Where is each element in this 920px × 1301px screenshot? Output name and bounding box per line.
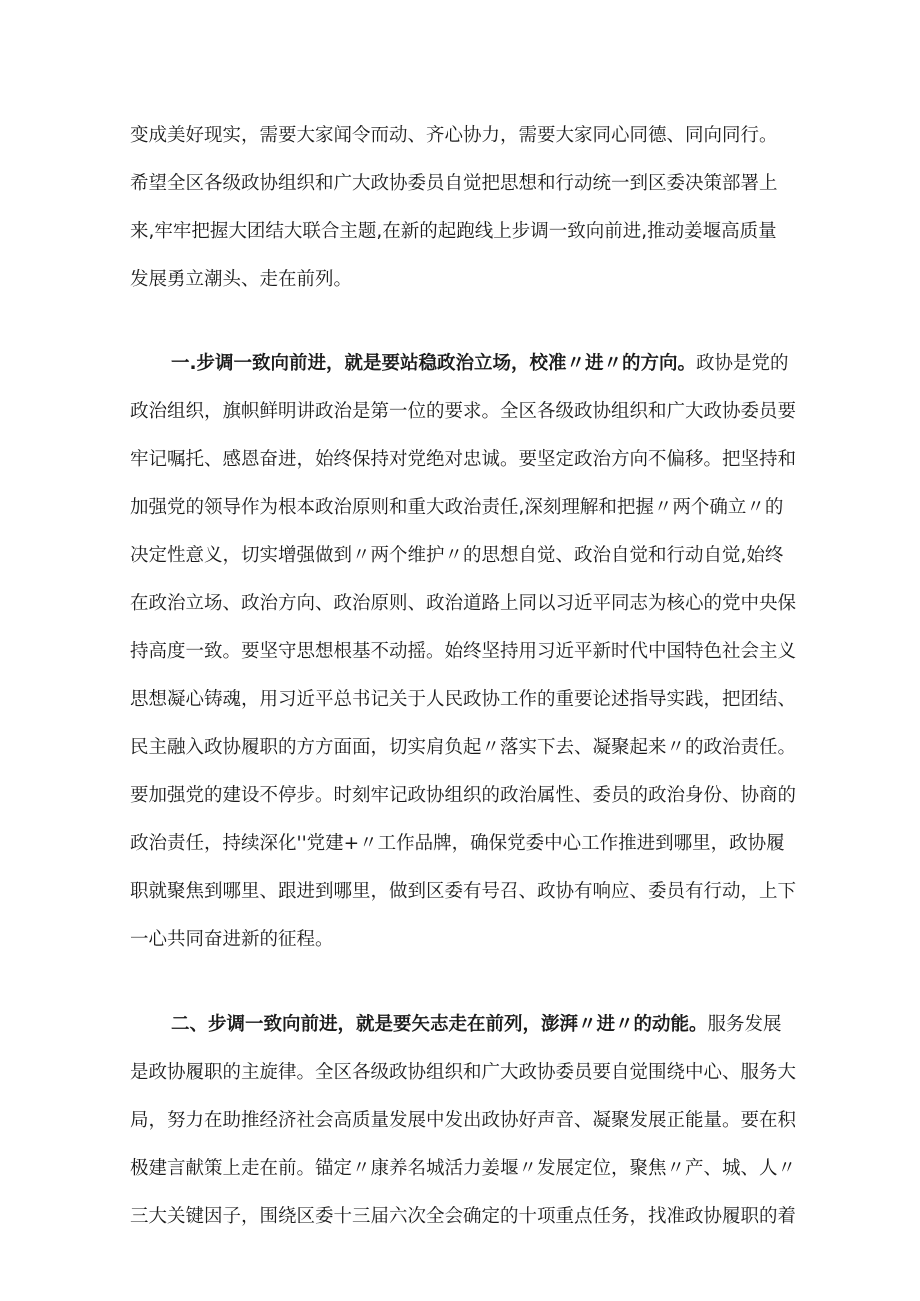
text-span: 政协是党的 <box>696 353 789 374</box>
text-line: 希望全区各级政协组织和广大政协委员自觉把思想和行动统一到区委决策部署上 <box>130 173 778 194</box>
text-line: 决定性意义，切实增强做到〃两个维护〃的思想自觉、政治自觉和行动自觉,始终 <box>130 545 784 566</box>
text-line: 极建言献策上走在前。锚定〃康养名城活力姜堰〃发展定位，聚焦〃产、城、人〃 <box>130 1158 797 1179</box>
section-heading: 一.步调一致向前进，就是要站稳政治立场，校准〃进〃的方向。 <box>171 353 697 374</box>
text-line: 政治组织，旗帜鲜明讲政治是第一位的要求。全区各级政协组织和广大政协委员要 <box>130 401 797 422</box>
section-heading-line <box>171 352 789 376</box>
text-line: 持高度一致。要坚守思想根基不动摇。始终坚持用习近平新时代中国特色社会主义 <box>130 641 797 662</box>
text-line: 在政治立场、政治方向、政治原则、政治道路上同以习近平同志为核心的党中央保 <box>130 593 797 614</box>
text-line: 牢记嘱托、感恩奋进，始终保持对党绝对忠诚。要坚定政治方向不偏移。把坚持和 <box>130 449 797 470</box>
text-line: 民主融入政协履职的方方面面，切实肩负起〃落实下去、凝聚起来〃的政治责任。 <box>130 737 797 758</box>
text-line: 加强党的领导作为根本政治原则和重大政治责任,深刻理解和把握〃两个确立〃的 <box>130 497 784 518</box>
section-heading: 二、步调一致向前进，就是要矢志走在前列，澎湃〃进〃的动能。 <box>171 1014 708 1035</box>
text-line: 思想凝心铸魂，用习近平总书记关于人民政协工作的重要论述指导实践，把团结、 <box>130 689 797 710</box>
text-span: 服务发展 <box>707 1014 782 1035</box>
text-line: 职就聚焦到哪里、跟进到哪里，做到区委有号召、政协有响应、委员有行动，上下 <box>130 881 797 902</box>
text-line: 发展勇立潮头、走在前列。 <box>130 269 353 290</box>
text-line: 是政协履职的主旋律。全区各级政协组织和广大政协委员要自觉围绕中心、服务大 <box>130 1062 797 1083</box>
text-line: 来,牢牢把握大团结大联合主题,在新的起跑线上步调一致向前进,推动姜堰高质量 <box>130 221 777 242</box>
text-line: 一心共同奋进新的征程。 <box>130 929 334 950</box>
text-line: 三大关键因子，围绕区委十三届六次全会确定的十项重点任务，找准政协履职的着 <box>130 1206 797 1227</box>
text-line: 政治责任，持续深化''党建+〃工作品牌，确保党委中心工作推进到哪里，政协履 <box>130 833 785 854</box>
section-heading-line <box>171 1013 782 1037</box>
text-line: 要加强党的建设不停步。时刻牢记政协组织的政治属性、委员的政治身份、协商的 <box>130 785 797 806</box>
text-line: 变成美好现实，需要大家闻令而动、齐心协力，需要大家同心同德、同向同行。 <box>130 125 778 146</box>
text-line: 局，努力在助推经济社会高质量发展中发出政协好声音、凝聚发展正能量。要在积 <box>130 1110 797 1131</box>
